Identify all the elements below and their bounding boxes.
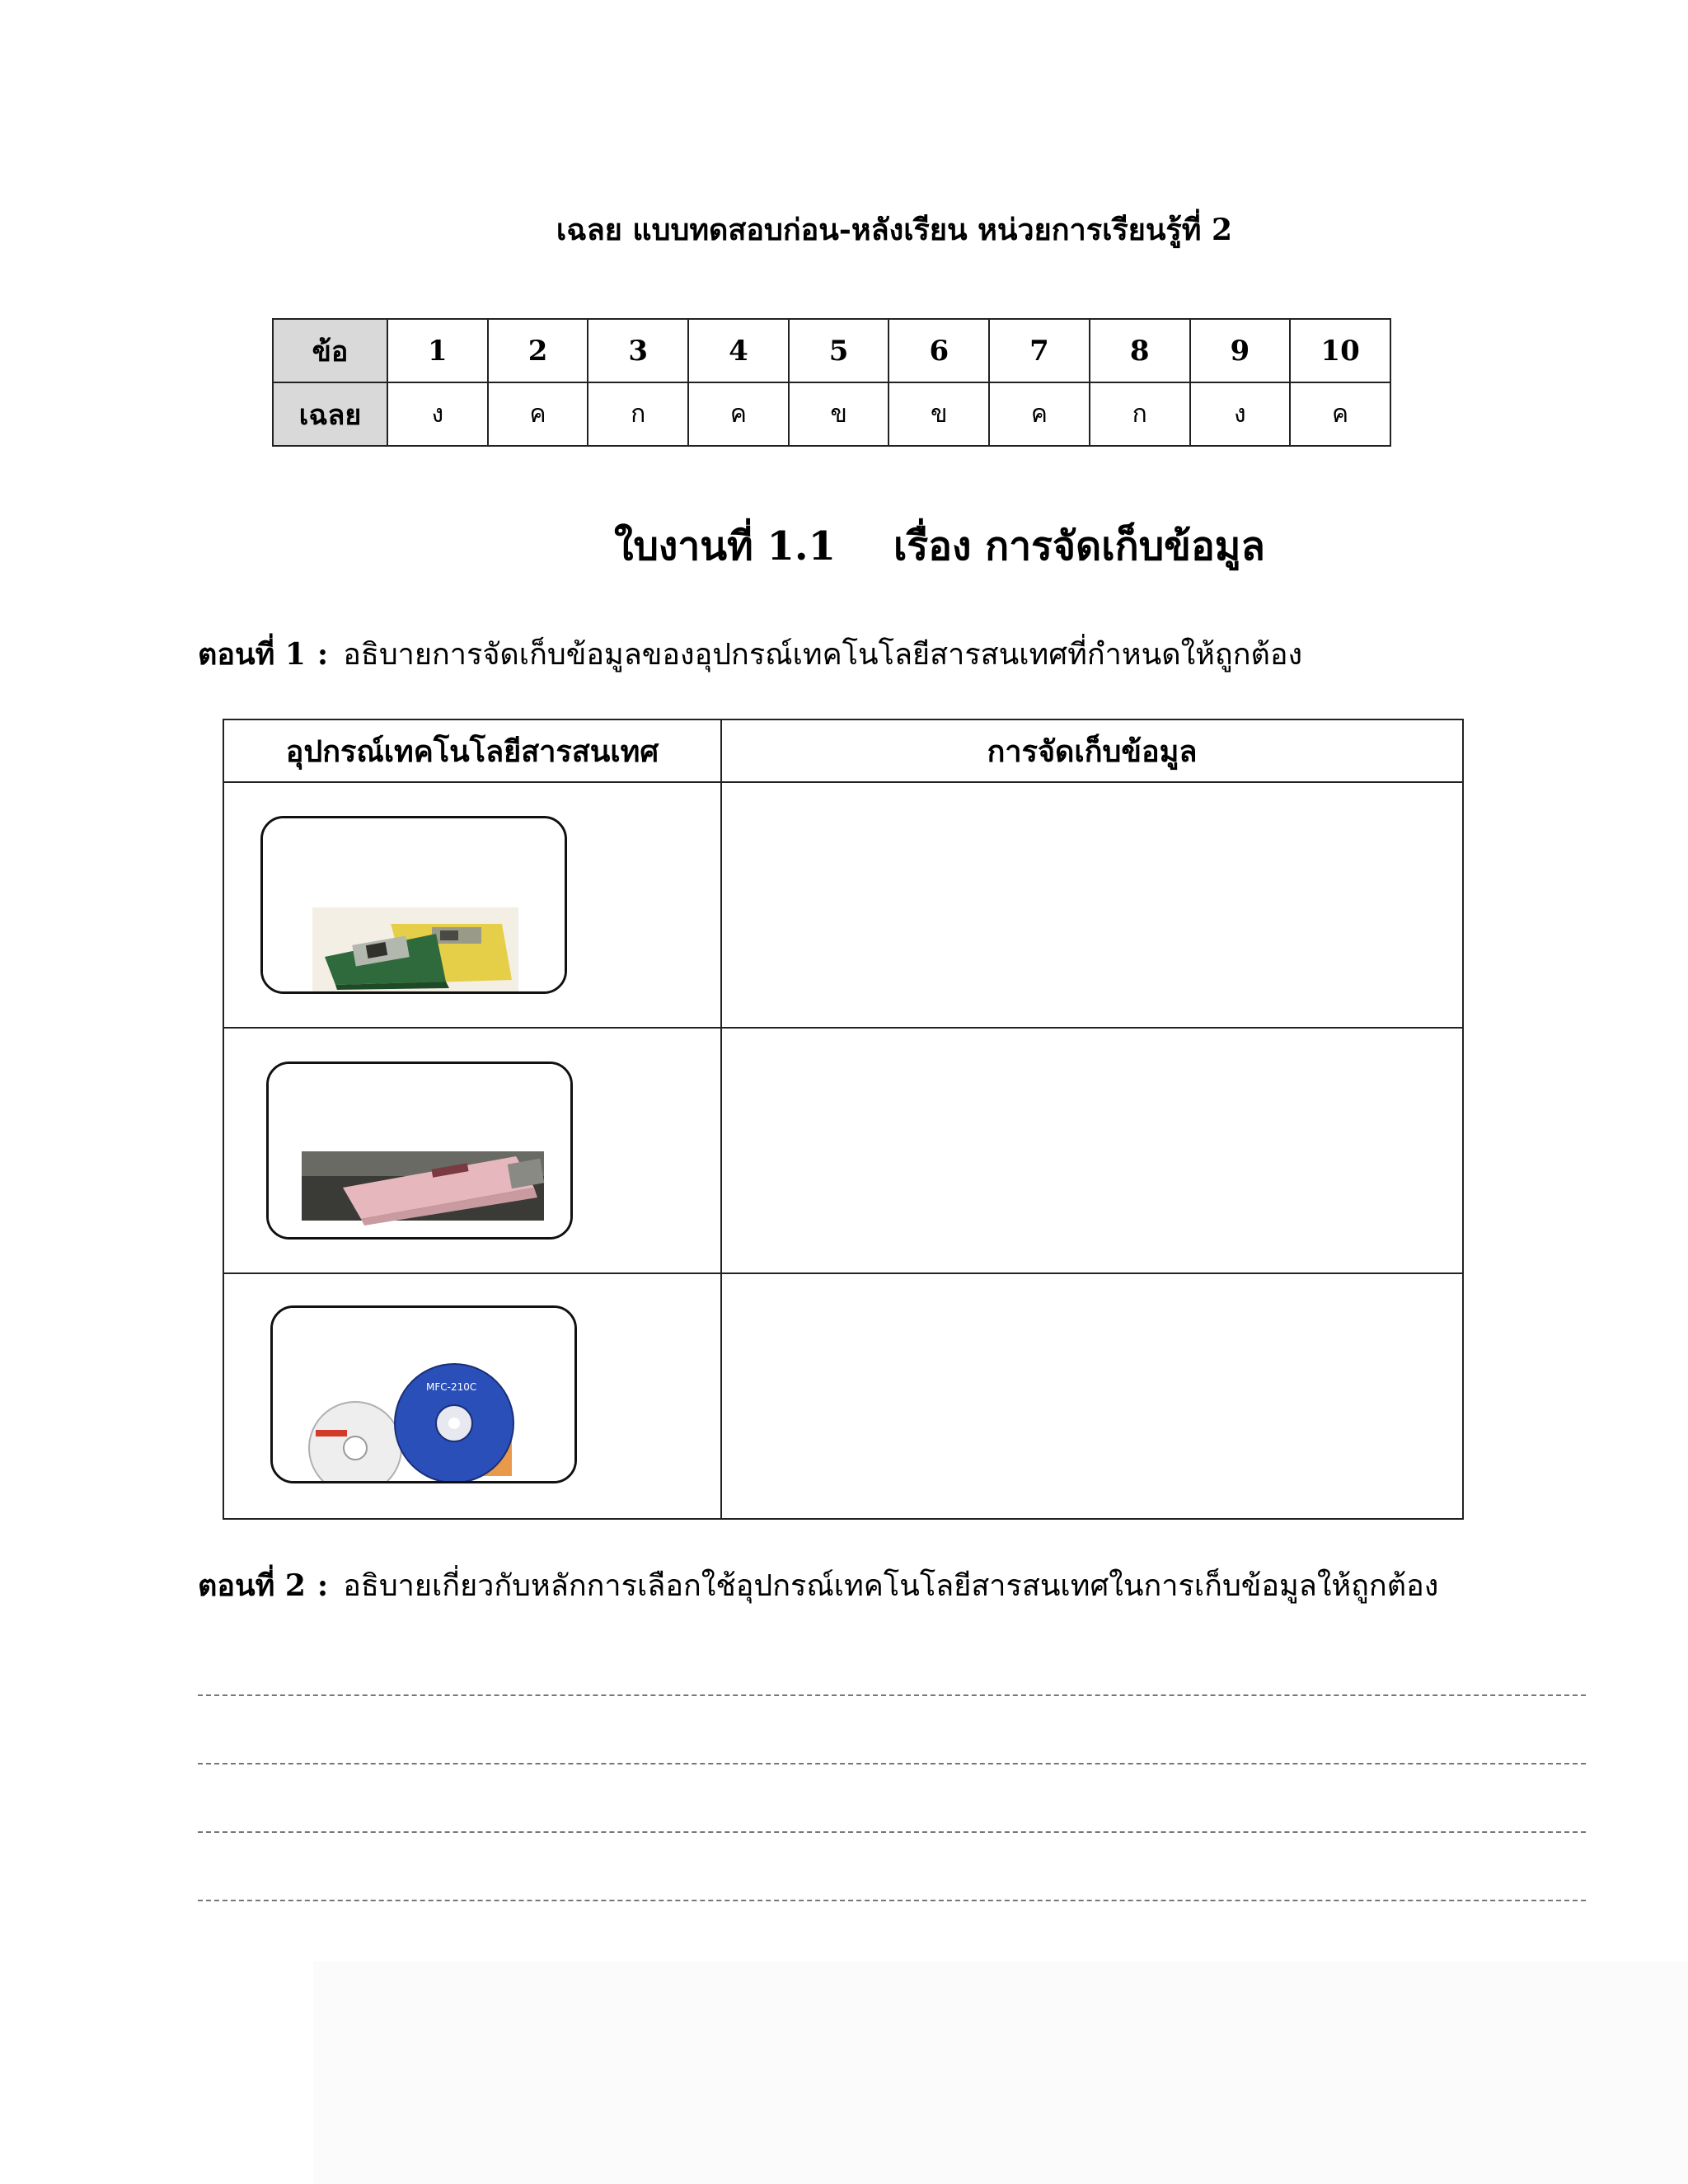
usb-flash-drive-image [266, 1062, 573, 1240]
page-title: เฉลย แบบทดสอบก่อน-หลังเรียน หน่วยการเรียนรู้ที่ 2 [556, 213, 1233, 247]
item-row-label: ข้อ [273, 319, 387, 382]
storage-answer-cell[interactable] [721, 782, 1463, 1028]
item-number: 4 [688, 319, 789, 382]
device-cell [223, 1028, 721, 1273]
answer-value: ข [889, 382, 989, 446]
table-row [223, 1273, 1463, 1519]
item-number: 7 [989, 319, 1090, 382]
table-row [223, 1028, 1463, 1273]
part1-colon: : [316, 637, 329, 672]
answer-value: ค [1290, 382, 1390, 446]
part2-text: อธิบายเกี่ยวกับหลักการเลือกใช้อุปกรณ์เทคโนโลยีสารสนเทศในการเก็บข้อมูลให้ถูกต้อง [343, 1569, 1439, 1603]
item-number: 10 [1290, 319, 1390, 382]
part2-instruction [198, 1562, 1438, 1609]
answer-value: ข [789, 382, 889, 446]
floppy-disk-image [260, 816, 567, 994]
answer-row-label: เฉลย [273, 382, 387, 446]
item-number: 3 [588, 319, 688, 382]
item-number: 6 [889, 319, 989, 382]
item-number: 2 [488, 319, 588, 382]
device-table-header [223, 719, 1463, 782]
item-number: 5 [789, 319, 889, 382]
item-number: 8 [1090, 319, 1190, 382]
part2-label: ตอนที่ 2 [198, 1568, 306, 1603]
part1-instruction [198, 630, 1302, 677]
storage-answer-cell[interactable] [721, 1028, 1463, 1273]
item-number: 1 [387, 319, 488, 382]
col-device-header: อุปกรณ์เทคโนโลยีสารสนเทศ [223, 719, 721, 782]
cd-disc-image [270, 1305, 577, 1483]
device-cell [223, 782, 721, 1028]
answer-line[interactable] [198, 1900, 1586, 1901]
worksheet-number: ใบงานที่ 1.1 [614, 523, 836, 569]
page-shade [313, 1961, 1688, 2184]
answer-key-answer-row [273, 382, 1390, 446]
part1-label: ตอนที่ 1 [198, 637, 306, 672]
answer-value: ง [387, 382, 488, 446]
answer-key-item-row [273, 319, 1390, 382]
answer-key-table [272, 318, 1391, 447]
col-storage-header: การจัดเก็บข้อมูล [721, 719, 1463, 782]
cd-label-text: MFC-210C [426, 1381, 477, 1393]
answer-value: ก [1090, 382, 1190, 446]
device-storage-table [223, 719, 1464, 1520]
part1-text: อธิบายการจัดเก็บข้อมูลของอุปกรณ์เทคโนโลยีสารสนเทศที่กำหนดให้ถูกต้อง [343, 638, 1303, 672]
storage-answer-cell[interactable] [721, 1273, 1463, 1519]
answer-value: ค [688, 382, 789, 446]
device-cell [223, 1273, 721, 1519]
worksheet-title [614, 515, 1265, 578]
answer-value: ก [588, 382, 688, 446]
answer-line[interactable] [198, 1694, 1586, 1696]
answer-value: ค [488, 382, 588, 446]
answer-value: ค [989, 382, 1090, 446]
worksheet-subject: เรื่อง การจัดเก็บข้อมูล [893, 523, 1265, 569]
table-row [223, 782, 1463, 1028]
part2-colon: : [316, 1568, 329, 1603]
answer-line[interactable] [198, 1763, 1586, 1765]
answer-value: ง [1190, 382, 1291, 446]
answer-line[interactable] [198, 1831, 1586, 1833]
item-number: 9 [1190, 319, 1291, 382]
